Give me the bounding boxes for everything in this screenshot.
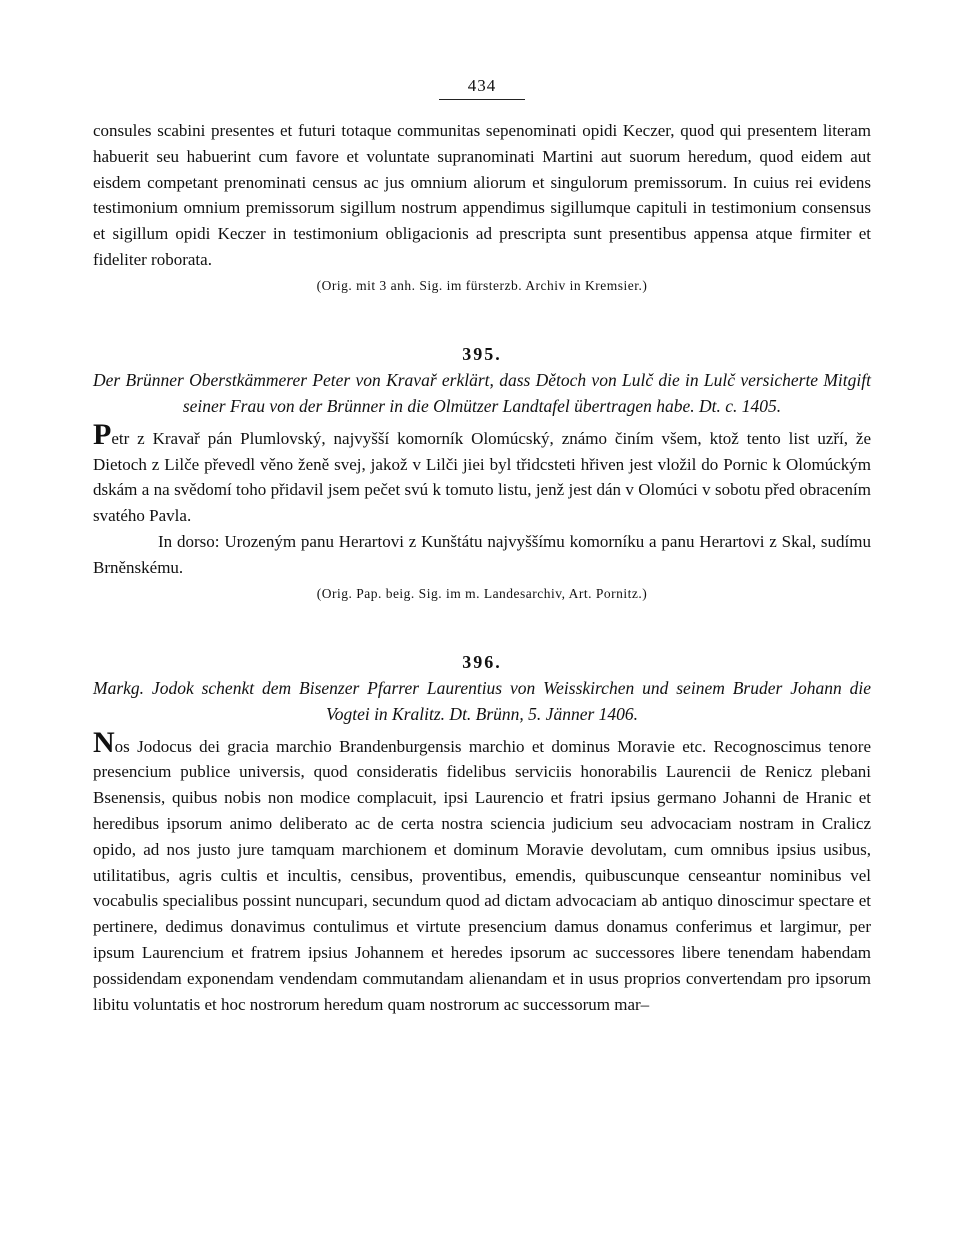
- document-body-396-text: os Jodocus dei gracia marchio Brandenburgensis marchio et dominus Moravie etc. Recognoscimus tenore presencium publice universis, quod consideratis fidelibus serviciis honorabilis Laurencii de Renicz plebani Bsenensis, quibus nobis non modice complacuit, ipsi Laurencio et fratri ipsius germano Johanni de Hranic et heredibus ipsorum animo deliberato ac de certa nostra sciencia judicium seu advocaciam nostram in Cralicz opido, ad nos justo jure tamquam marchionem et dominum Moravie devolutam, cum omnibus ipsius usibus, utilitatibus, agris cultis et incultis, censibus, proventibus, emendis, quibuscunque censeantur nominibus vel vocabulis specialibus possint nuncupari, secundum quod ad dictam advocaciam ab antiquo dinoscimur spectare et pertinere, dedimus donavimus contulimus et virtute presencium damus donamus conferimus et largimur, per ipsum Laurencium et fratrem ipsius Johannem et heredes ipsorum ac successores libere tenendam habendam possidendam exponendam vendendam commutandam alienandam et in usus proprios convertendam pro ipsorum libitu voluntatis et hoc nostrorum heredum quam nostrorum ac successorum mar–: [93, 736, 871, 1014]
- document-body-395-text: etr z Kravař pán Plumlovský, najvyšší komorník Olomúcský, známo činím všem, ktož tento list uzří, že Dietoch z Lilče převedl věno ženě svej, jakož v Lilči jiei byl třidcsteti hřiven jest vložil do Pornic k Olomúckým dskám a na svědomí toho přidavil jsem pečet svú k tomuto listu, jenž jest dán v Olomúci v sobotu před obracením svatého Pavla.: [93, 428, 871, 526]
- document-number-395: 395.: [462, 343, 502, 364]
- document-number-396: 396.: [462, 651, 502, 672]
- continuation-source-note: (Orig. mit 3 anh. Sig. im fürsterzb. Archiv in Kremsier.): [316, 277, 648, 293]
- continuation-paragraph: consules scabini presentes et futuri totaque communitas sepenominati opidi Keczer, quod qui presentem literam habuerit seu habuerint cum favore et voluntate supranominati Martini aut suorum heredum, quod eidem aut eisdem competant prenominati census ac jus omnium aliorum et singulorum premissorum. In cuius rei evidens testimonium omnium premissorum sigillum nostrum appendimus sigillumque capituli in testimonium consensus et sigillum opidi Keczer in testimonium obligacionis ad prescripta sunt presentibus appensa atque firmiter et fideliter roborata.: [93, 121, 871, 269]
- drop-cap-396: N: [93, 725, 115, 759]
- document-source-note-395: (Orig. Pap. beig. Sig. im m. Landesarchiv, Art. Pornitz.): [316, 585, 648, 601]
- document-heading-395: Der Brünner Oberstkämmerer Peter von Kravař erklärt, dass Dětoch von Lulč die in Lulč versicherte Mitgift seiner Frau von der Brünner in die Olmützer Landtafel übertragen habe. Dt. c. 1405.: [93, 369, 871, 416]
- page-number: 434: [439, 76, 525, 100]
- document-heading-396: Markg. Jodok schenkt dem Bisenzer Pfarrer Laurentius von Weisskirchen und seinem Bruder Johann die Vogtei in Kralitz. Dt. Brünn, 5. Jänner 1406.: [93, 677, 871, 724]
- dorso-paragraph-395: In dorso: Urozeným panu Herartovi z Kunštátu najvyššímu komorníku a panu Herartovi z Skal, sudímu Brněnskému.: [93, 531, 871, 577]
- document-body-395: [93, 417, 871, 529]
- document-body-396: [93, 725, 871, 1018]
- drop-cap-395: P: [93, 417, 112, 451]
- document-page: [93, 76, 871, 1017]
